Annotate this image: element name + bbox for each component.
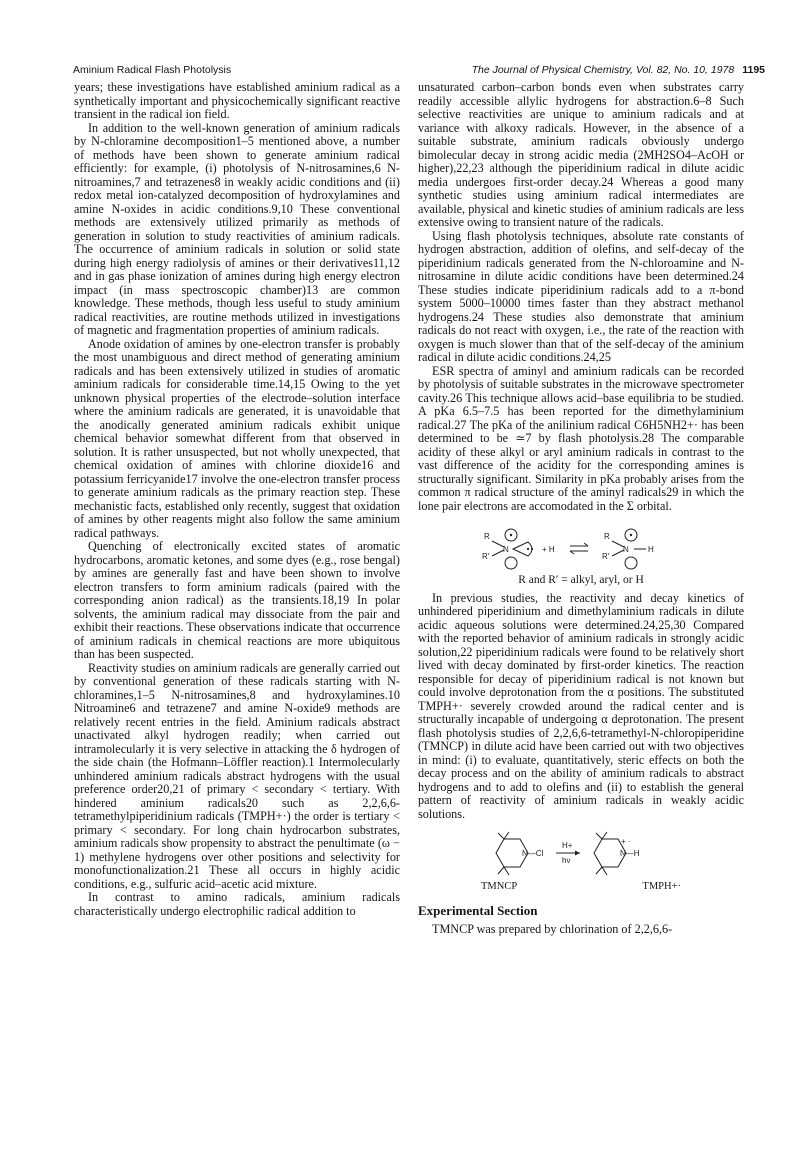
paragraph: ESR spectra of aminyl and aminium radicals can be recorded by photolysis of suitable substrates in the microwave spectrometer cavity.26 This technique allows acid–base equilibria to be studied. A pKa 6.5–7.5 has been reported for the dimethylaminium radical.27 The pKa of the anilinium radical C6H5NH2+· has been determined to be ≃7 by flash photolysis.28 The comparable acidity of these alkyl or aryl aminium radicals in contrast to the vast difference of the acidity for the corresponding amines is structurally significant. Similarity in pKa probably arises from the common π radical structure of the aminyl radicals29 in which the lone pair electrons are accomodated in the Σ orbital. xyxy=(418,363,744,513)
paragraph: unsaturated carbon–carbon bonds even when substrates carry readily accessible allylic hydrogens for abstraction.6–8 Such selective reactivities are unique to aminium radicals and at variance with alkoxy radicals. However, in the absence of a suitable substrate, aminium radicals obviously undergo bimolecular decay in strong acidic media (2MH2SO4–AcOH or higher),22,23 although the piperidinium radical in dilute acidic media undergoes first-order decay.24 Whereas a good many synthetic studies using aminium radical intermediates are available, physical and kinetic studies of aminium radicals are less extensive owing to transient nature of the radicals. xyxy=(418,80,744,229)
paragraph: In addition to the well-known generation of aminium radicals by N-chloramine decomposition1–5 mentioned above, a number of methods have been shown to generate aminium radical efficiently: for example, (i) photolysis of N-nitrosamines,6 N-nitroamines,7 and tetrazenes8 in weakly acidic conditions and (ii) redox metal ion-catalyzed decomposition of hydroxylamines and amine N-oxides in acidic conditions.9,10 These conventional methods are extensively utilized primarily as methods of generation in solution to study reactivities of aminium radicals. The occurrence of aminium radicals in solution or solid state during high energy radiolysis of amines or their derivatives11,12 and in gas phase ionization of amines during high energy electron impact (in mass spectroscopic chamber)13 are common knowledge. These methods, though less useful to study aminium radical reactivities, are routine methods utilized in investigations of magnetic and fragmentation properties of aminium radicals. xyxy=(74,120,400,337)
r-label: R xyxy=(604,532,610,541)
paragraph: TMNCP was prepared by chlorination of 2,2,6,6- xyxy=(432,922,673,936)
paragraph: In contrast to amino radicals, aminium radicals characteristically undergo electrophilic radical addition to xyxy=(74,890,400,918)
methyl-bond xyxy=(504,867,509,875)
p-orbital-lobe xyxy=(505,557,517,569)
radical-dot xyxy=(510,534,512,536)
methyl-bond xyxy=(498,867,504,874)
lone-pair-dot xyxy=(527,548,529,550)
r-prime-label: R′ xyxy=(602,552,610,561)
page-number: 1195 xyxy=(742,64,765,76)
paragraph: Reactivity studies on aminium radicals are generally carried out by conventional generation of these radicals starting with N-chloramines,1–5 N-nitrosamines,8 and hydroxylamines.10 Nitroamine6 and tetrazene7 and amine N-oxide9 methods are relatively recent entries in the field. Aminium radicals abstract unactivated alkyl hydrogen readily; when carried out intramolecularly it is very selective in attacking the δ hydrogen of the side chain (the Hofmann–Löffler reaction).1 Intermolecularly unhindered aminium radicals abstract hydrogens with the usual preference order20,21 of primary < secondary < tertiary. With hindered aminium radicals20 such as 2,2,6,6-tetramethylpiperidinium radicals (TMPH+·) the order is tertiary < primary < secondary. For long chain hydrocarbon substrates, aminium radicals show propensity to abstract the penultimate (ω − 1) methylene hydrogens over other positions and selectivity for monofunctionalization.21 These all occurs in highly acidic conditions, e.g., sulfuric acid–acetic acid mixture. xyxy=(74,660,400,891)
methyl-bond xyxy=(602,867,607,875)
paragraph: Quenching of electronically excited states of aromatic hydrocarbons, aromatic ketones, and some dyes (e.g., rose bengal) by amines are generally fast and have been shown to involve electron transfers to form aminium radicals (paired with the corresponding anion radical) as the transients.18,19 In polar solvents, the aminium radical may dissociate from the pair and exhibit their reactions. These observations indicate that occurrence of aminium radicals in chemical reactions are more ubiquitous than has been suspected. xyxy=(74,539,400,661)
tmph-label: TMPH+· xyxy=(642,881,681,892)
nitrogen-label: N xyxy=(503,545,509,554)
running-header-journal xyxy=(472,64,765,76)
p-orbital-lobe xyxy=(625,557,637,569)
tmncp-label: TMNCP xyxy=(481,881,518,892)
scheme-labels xyxy=(481,880,681,894)
tmncp-photolysis-scheme xyxy=(476,831,686,877)
aminium-equilibrium-scheme xyxy=(476,523,686,571)
paragraph: Using flash photolysis techniques, absolute rate constants of hydrogen abstraction, addition of olefins, and self-decay of the piperidinium radicals generated from the N-chloroamine and N-nitrosamine in dilute acidic conditions have been determined.24 These studies indicate piperidinium radicals add to a π-bond system 5000–10000 times faster than they abstract methanol hydrogens.24 These studies also demonstrate that aminium radicals do not react with oxygen, i.e., the rate of the reaction with oxygen is much slower than that of the self-decay of the aminium radical in dilute acidic conditions.24,25 xyxy=(418,228,744,364)
nitrogen-label: N xyxy=(623,545,629,554)
reaction-arrowhead xyxy=(575,851,580,856)
right-column xyxy=(418,81,744,937)
lone-pair-dot xyxy=(531,548,533,550)
aminium-equilibrium-figure xyxy=(418,523,744,588)
section-heading: Experimental Section xyxy=(418,902,538,918)
hydrogen-label: H xyxy=(648,545,654,554)
paragraph: years; these investigations have established aminium radical as a synthetically important and physicochemically significant reactive transient in the radical ion field. xyxy=(74,80,400,121)
arrow-top-label: H+ xyxy=(562,841,573,850)
arrow-bottom-label: hν xyxy=(562,856,571,865)
methyl-bond xyxy=(596,833,602,839)
sigma-orbital-lobe xyxy=(513,542,532,556)
journal-citation: The Journal of Physical Chemistry, Vol. 82, No. 10, 1978 xyxy=(471,64,735,76)
running-header-title: Aminium Radical Flash Photolysis xyxy=(73,64,232,76)
r-prime-label: R′ xyxy=(482,552,490,561)
r-label: R xyxy=(484,532,490,541)
left-column xyxy=(74,81,400,918)
proton-label: + H xyxy=(542,545,555,554)
paragraph: In previous studies, the reactivity and decay kinetics of unhindered piperidinium and dimethylaminium radicals in dilute acidic aqueous solutions were determined.24,25,30 Compared with the reported behavior of aminium radicals in strongly acidic solution,22 piperidinium radicals were found to be relatively short lived with decay dominated by first-order kinetics. The reaction responsible for decay of piperidinium radical is not known but could involve deprotonation from the α positions. The substituted TMPH+· severely crowded around the radical center and is structurally incapable of undergoing α deprotonation. The present flash photolysis studies of 2,2,6,6-tetramethyl-N-chloropiperidine (TMNCP) in dilute acid have been carried out with two objectives in mind: (i) to evaluate, quantitatively, steric effects on both the decay process and on the ability of aminium radicals to abstract hydrogens and to add to olefins and (ii) to establish the general pattern of reactivity of aminium radicals in weakly acidic solutions. xyxy=(418,590,744,821)
radical-dot xyxy=(630,534,632,536)
figure-caption: R and R′ = alkyl, aryl, or H xyxy=(518,574,644,586)
tmncp-photolysis-figure xyxy=(418,831,744,894)
n-cl-label: N—Cl xyxy=(522,849,544,858)
methyl-bond xyxy=(602,832,607,839)
methyl-bond xyxy=(504,832,509,839)
methyl-bond xyxy=(498,833,504,839)
paragraph: Anode oxidation of amines by one-electron transfer is probably the most unambiguous and direct method of generating aminium radicals and has been extensively utilized in studies of aromatic aminium radicals for considerable time.14,15 Owing to the yet unknown physical properties of the electrode–solution interface where the aminium radicals are generated, it is unavoidable that the anodically generated aminium radicals exhibit unique chemical behavior somewhat different from that observed in solution. It is rather unsuspected, but not wholly unexpected, that chemical oxidation of amines with chlorine dioxide16 and potassium ferricyanide17 involve the one-electron transfer process to generate aminium radicals as the primary reaction step. These mechanistic facts, established only recently, suggest that oxidation of amines by other reagents might also follow the same aminium radical pathways. xyxy=(74,336,400,540)
methyl-bond xyxy=(596,867,602,874)
n-h-label: N—H xyxy=(620,849,640,858)
radical-cation-mark: + · xyxy=(621,837,631,846)
